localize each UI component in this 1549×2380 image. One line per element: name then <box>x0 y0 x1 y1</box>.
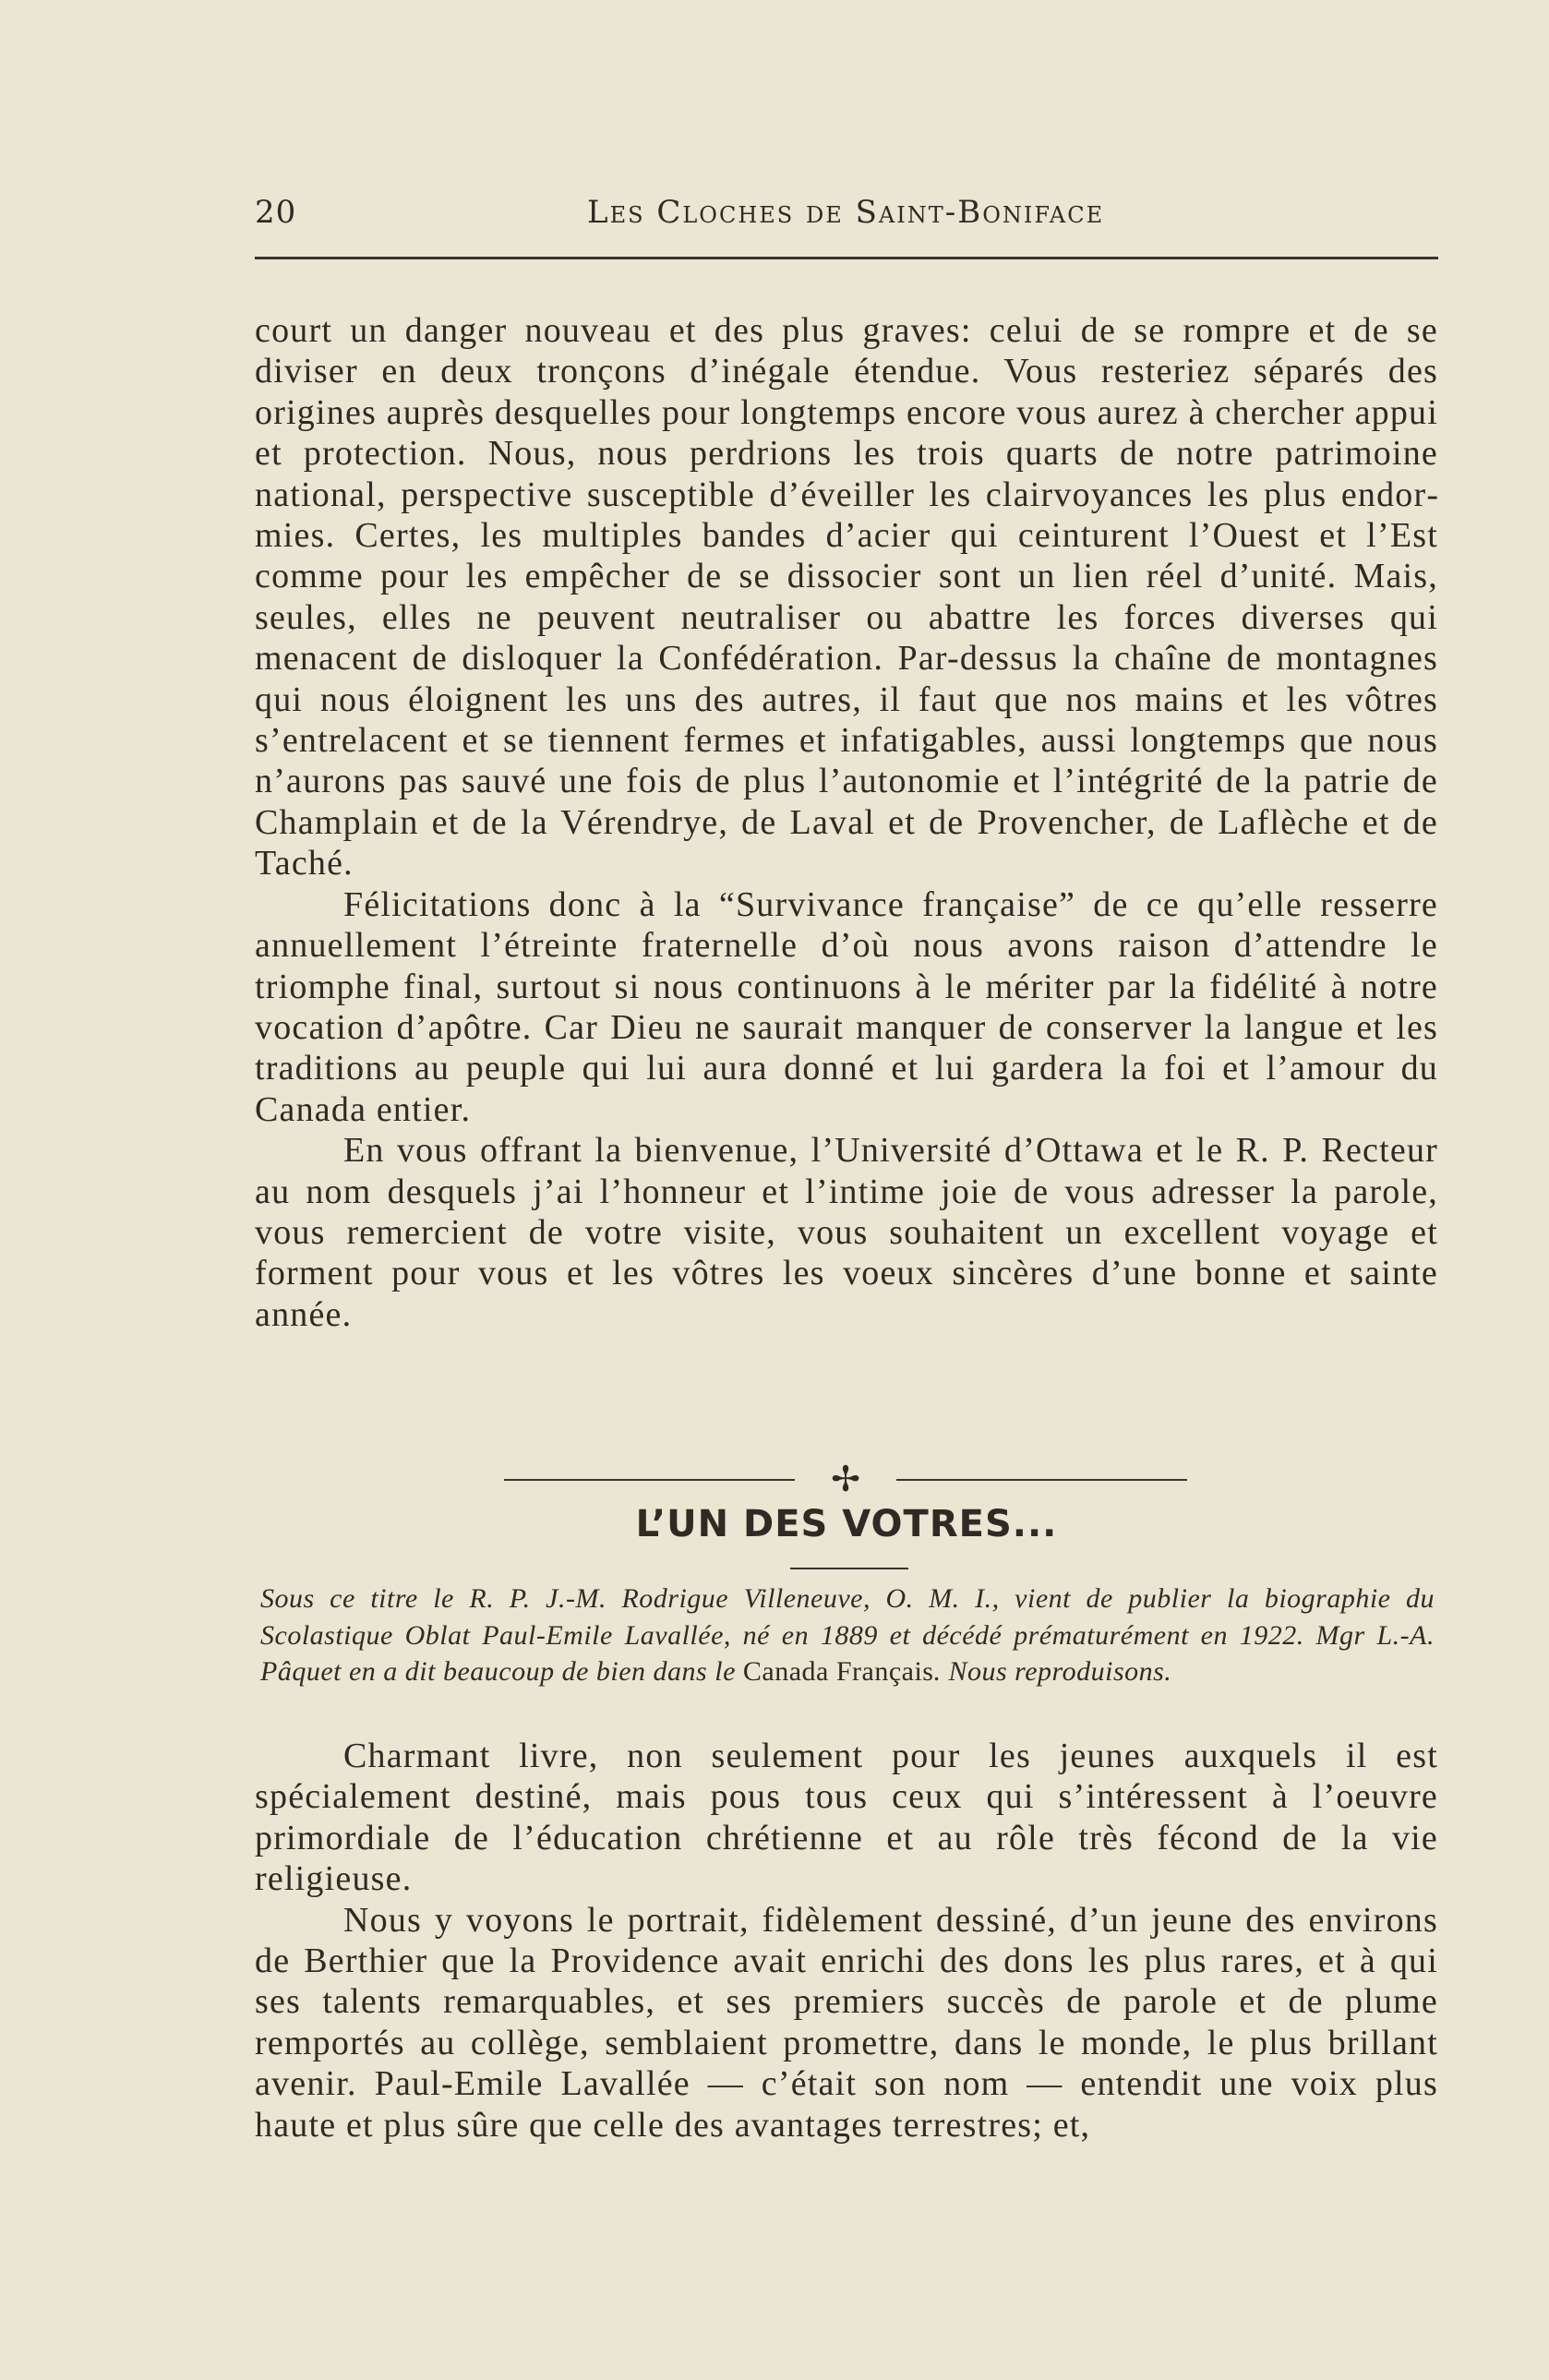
section-paragraph-2: Nous y voyons le portrait, fidèlement dessiné, d’un jeune des environs de Berthier que la Providence avait enrichi des dons les plus rares, et à qui ses talents remarquables, et ses premiers succès de parole et de plume remportés au collège, semblaient promettre, dans le monde, le plus brillant avenir. Paul-Emile Lavallée — c’était son nom — entendit une voix plus haute et plus sûre que celle des avantages terrestres; et, <box>255 1900 1438 2145</box>
section-paragraph-1: Charmant livre, non seulement pour les jeunes auxquels il est spécialement destiné, mais pous tous ceux qui s’intéressent à l’oeuvre primordiale de l’éducation chrétienne et au rôle très fécond de la vie religieuse. <box>255 1737 1438 1899</box>
section-ornament <box>504 1459 1187 1499</box>
section-title: L’UN DES VOTRES... <box>635 1503 1058 1545</box>
intro-text-c: . Nous reproduisons. <box>933 1656 1172 1687</box>
cross-icon: ✢ <box>831 1459 860 1499</box>
paragraph-1: court un danger nouveau et des plus graves: celui de se rompre et de se diviser en deux tronçons d’inégale étendue. Vous resteriez séparés des origines auprès desquelles pour longtemps encore vous aurez à chercher appui et protection. Nous, nous perdrions les trois quarts de notre patrimoine national, perspective susceptible d’éveiller les clairvoyances les plus endormies. Certes, les multiples bandes d’acier qui ceinturent l’Ouest et l’Est comme pour les empêcher de se dissocier sont un lien réel d’unité. Mais, seules, elles ne peuvent neutraliser ou abattre les forces diverses qui menacent de disloquer la Confédération. Par-dessus la chaîne de montagnes qui nous éloignent les uns des autres, il faut que nos mains et les vôtres s’entrelacent et se tiennent fermes et infatigables, aussi longtemps que nous n’aurons pas sauvé une fois de plus l’autonomie et l’intégrité de la patrie de Champlain et de la Vérendrye, de Laval et de Provencher, de Laflèche et de Taché. <box>255 311 1438 883</box>
ornament-line-right <box>896 1479 1187 1481</box>
article-body <box>255 310 1438 1335</box>
intro-publication: Canada Français <box>742 1656 934 1687</box>
intro-text-a: Sous ce titre le R. P. J.-M. Rodrigue Villeneuve, O. M. I., vient de publier la biographie du Scolastique Oblat Paul-Emile Lavallée, né en 1889 et décédé prématurément en 1922. Mgr L.-A. Pâquet en a dit beaucoup de bien dans le <box>260 1583 1435 1687</box>
paragraph-2: Félicitations donc à la “Survivance française” de ce qu’elle resserre annuellement l’étreinte fraternelle d’où nous avons raison d’attendre le triomphe final, surtout si nous continuons à le mériter par la fidélité à notre vocation d’apôtre. Car Dieu ne saurait manquer de conserver la langue et les traditions au peuple qui lui aura donné et lui gardera la foi et l’amour du Canada entier. <box>255 884 1438 1129</box>
section-body <box>255 1736 1438 2146</box>
ornament-line-left <box>504 1479 795 1481</box>
running-title: Les Cloches de Saint-Boniface <box>587 194 1105 231</box>
page-number: 20 <box>255 194 297 231</box>
running-header <box>255 194 1438 249</box>
header-rule <box>255 257 1438 259</box>
section-intro <box>260 1581 1435 1690</box>
paragraph-3: En vous offrant la bienvenue, l’Université d’Ottawa et le R. P. Recteur au nom desquels j’ai l’honneur et l’intime joie de vous adresser la parole, vous remercient de votre visite, vous souhaitent un excellent voyage et forment pour vous et les vôtres les voeux sincères d’une bonne et sainte année. <box>255 1131 1438 1334</box>
title-rule <box>790 1568 908 1569</box>
